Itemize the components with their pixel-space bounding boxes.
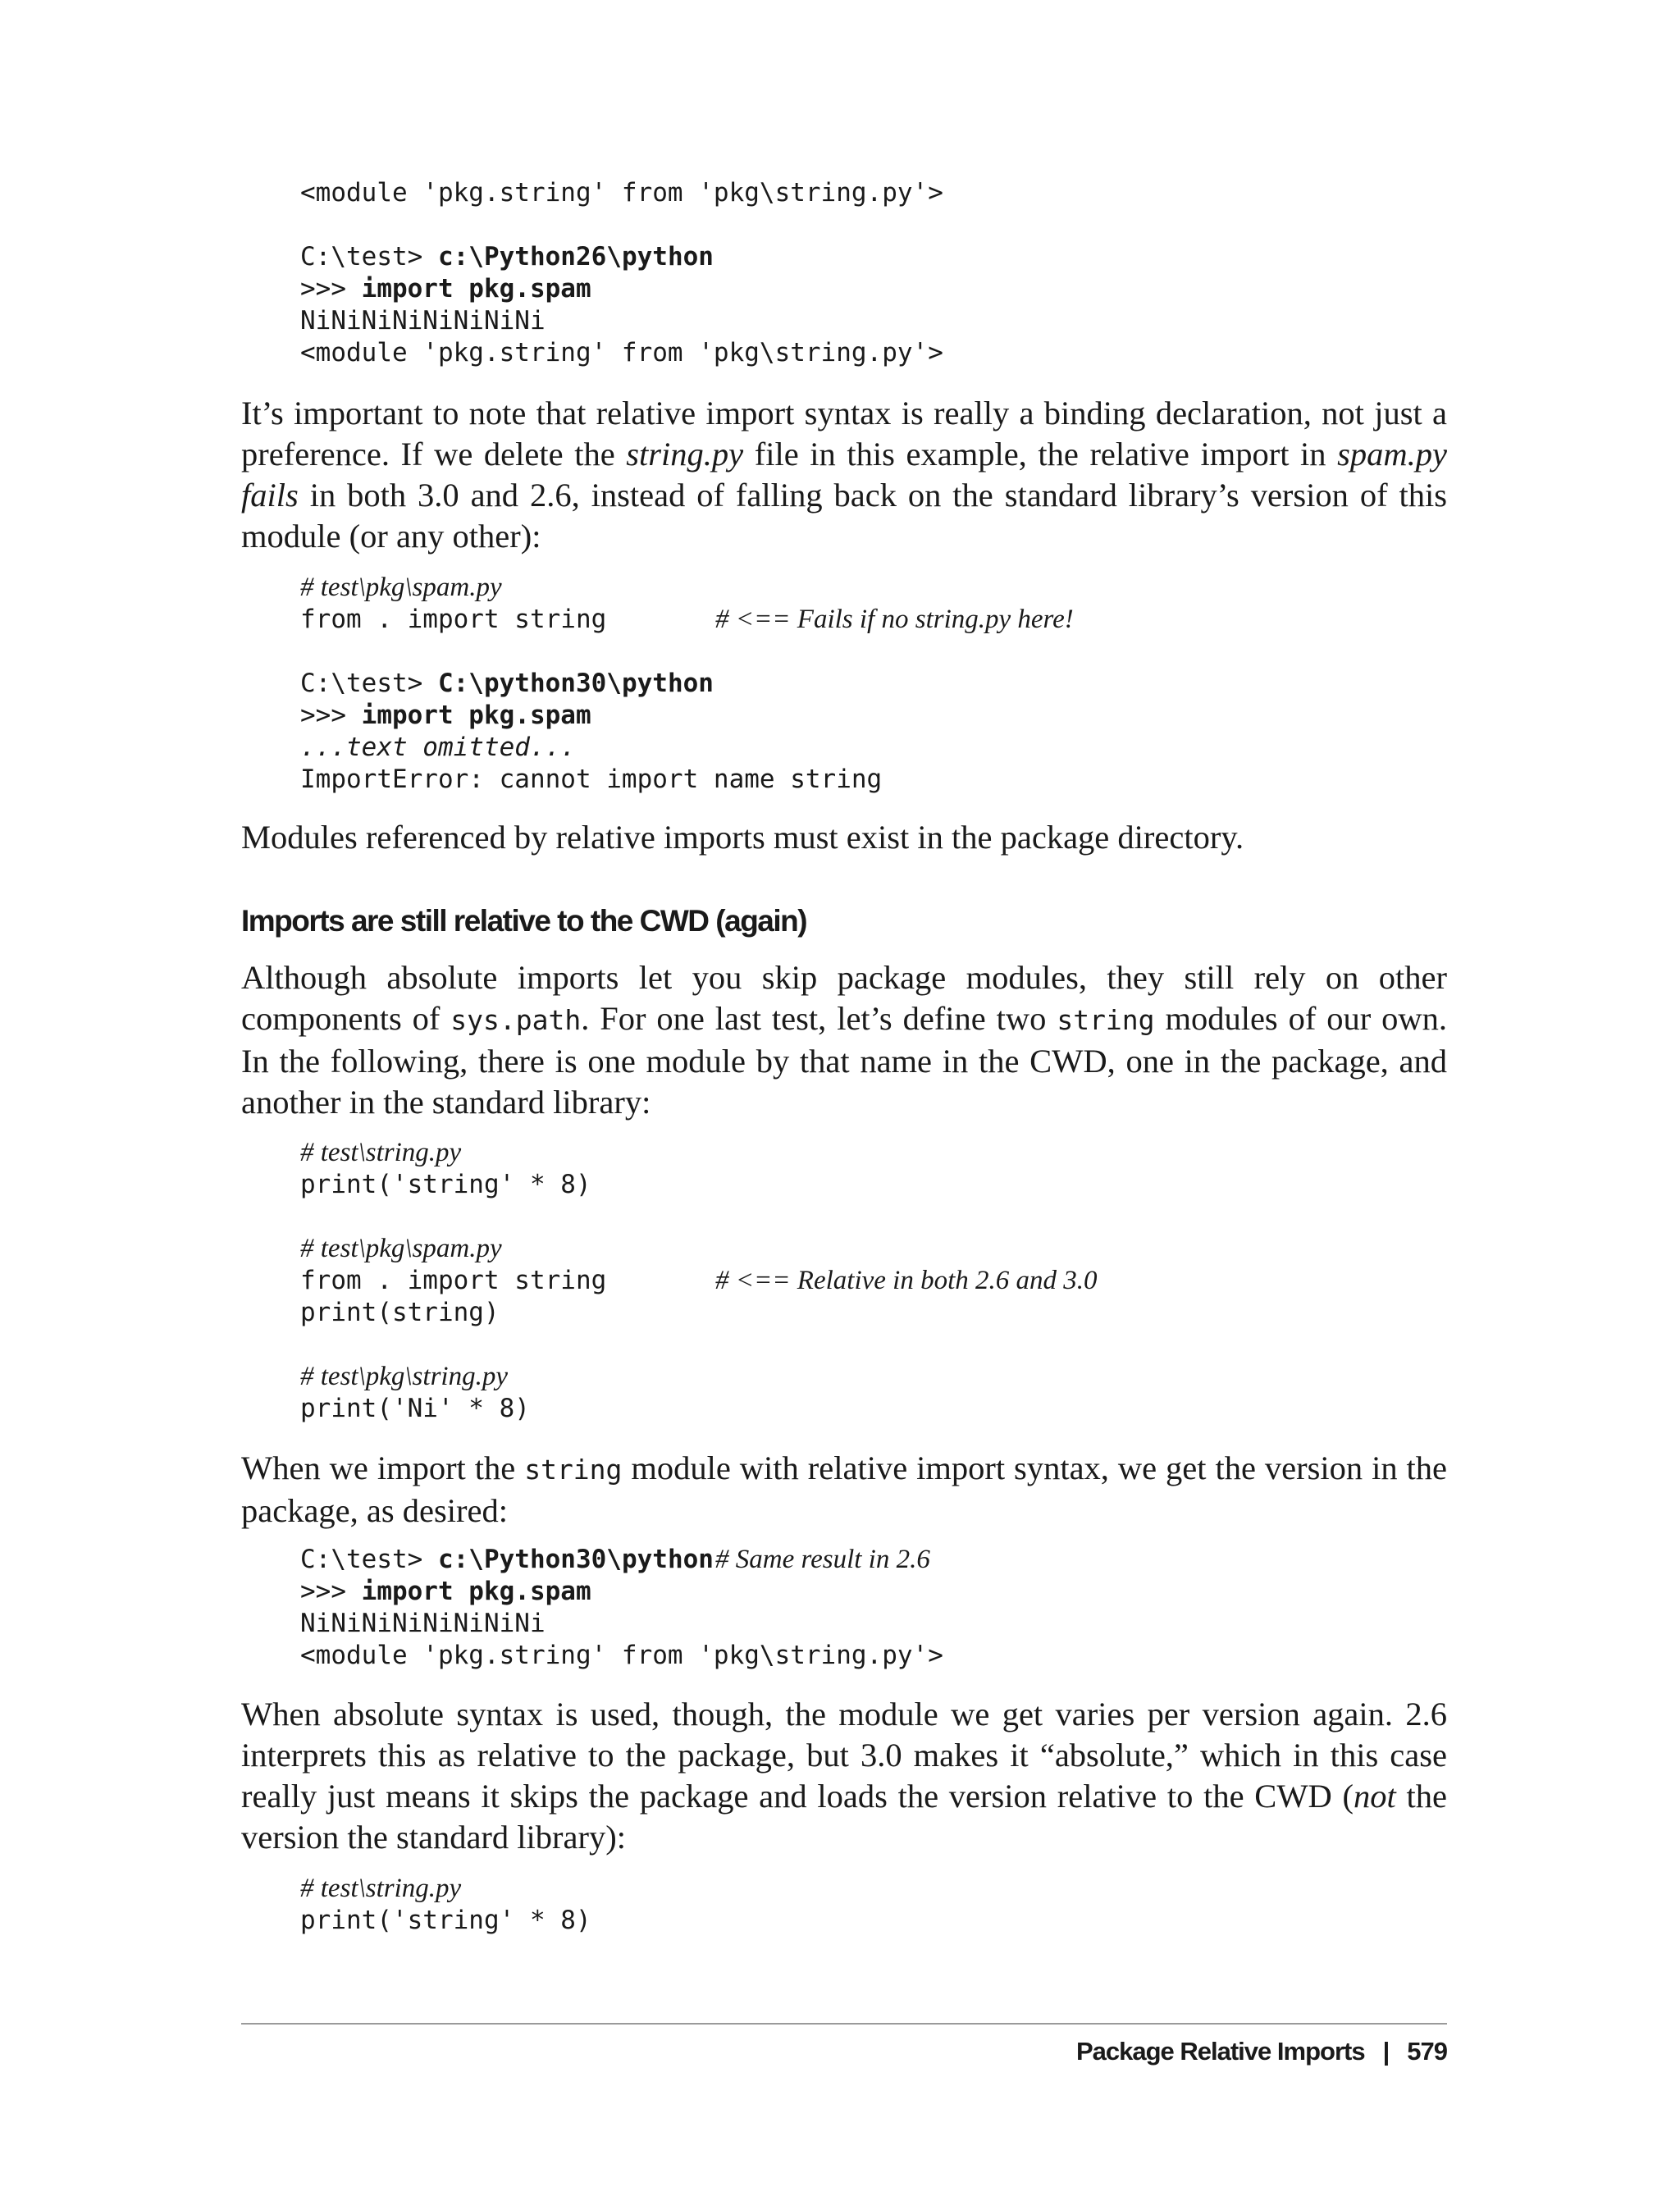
code-line: >>> import pkg.spam bbox=[300, 274, 591, 304]
page-footer bbox=[1076, 2037, 1447, 2066]
code-block-string-module bbox=[300, 1873, 591, 1937]
code-line: from . import string bbox=[300, 605, 607, 634]
section-heading: Imports are still relative to the CWD (again) bbox=[241, 904, 807, 938]
code-comment: # <== Relative in both 2.6 and 3.0 bbox=[715, 1266, 1098, 1295]
code-line: ...text omitted... bbox=[300, 733, 576, 762]
footer-rule bbox=[241, 2023, 1447, 2025]
code-comment: # Same result in 2.6 bbox=[715, 1545, 930, 1574]
code-block-interpreter-26 bbox=[300, 177, 943, 369]
code-line: NiNiNiNiNiNiNiNi bbox=[300, 306, 546, 336]
paragraph-absolute-imports: Although absolute imports let you skip package modules, they still rely on other components of sys.path. For one last test, let’s define two string modules of our own. In the following, there is one module by that name in the CWD, one in the package, and another in the standard library: bbox=[241, 959, 1447, 1121]
code-line: <module 'pkg.string' from 'pkg\string.py'> bbox=[300, 338, 943, 368]
code-line: <module 'pkg.string' from 'pkg\string.py'> bbox=[300, 1641, 943, 1670]
code-block-interpreter-30 bbox=[300, 1544, 943, 1672]
code-line: C:\test> C:\python30\python bbox=[300, 669, 714, 698]
paragraph-relative-import: When we import the string module with relative import syntax, we get the version in the package, as desired: bbox=[241, 1449, 1447, 1529]
code-line: print(string) bbox=[300, 1298, 500, 1327]
code-line: from . import string bbox=[300, 1266, 607, 1295]
code-block-three-modules bbox=[300, 1137, 1098, 1425]
code-line: print('string' * 8) bbox=[300, 1906, 591, 1935]
code-line: C:\test> c:\Python30\python bbox=[300, 1545, 714, 1574]
paragraph-absolute-syntax: When absolute syntax is used, though, the module we get varies per version again. 2.6 interprets this as relative to the package, but 3.0 makes it “absolute,” which in this case really just means it skips the package and loads the version relative to the CWD (not the version the standard library): bbox=[241, 1696, 1447, 1856]
footer-separator: | bbox=[1382, 2037, 1390, 2066]
page-number: 579 bbox=[1407, 2037, 1447, 2066]
code-line: >>> import pkg.spam bbox=[300, 701, 591, 730]
code-line: >>> import pkg.spam bbox=[300, 1577, 591, 1606]
code-line: NiNiNiNiNiNiNiNi bbox=[300, 1609, 546, 1638]
code-line: print('Ni' * 8) bbox=[300, 1394, 530, 1423]
code-line: C:\test> c:\Python26\python bbox=[300, 242, 714, 272]
paragraph-binding-declaration: It’s important to note that relative import syntax is really a binding declaration, not just a preference. If we delete the string.py file in this example, the relative import in spam.py fails in both 3.0 and 2.6, instead of falling back on the standard library’s version of this module (or any other): bbox=[241, 395, 1448, 555]
code-line: print('string' * 8) bbox=[300, 1170, 591, 1199]
running-title: Package Relative Imports bbox=[1075, 2037, 1365, 2066]
code-line: ImportError: cannot import name string bbox=[300, 765, 883, 794]
code-comment: # <== Fails if no string.py here! bbox=[715, 605, 1074, 634]
code-comment: # test\string.py bbox=[300, 1874, 462, 1903]
code-line: <module 'pkg.string' from 'pkg\string.py'> bbox=[300, 178, 943, 208]
code-block-fails bbox=[300, 572, 1074, 796]
code-comment: # test\string.py bbox=[300, 1138, 462, 1167]
code-comment: # test\pkg\spam.py bbox=[300, 573, 502, 602]
code-comment: # test\pkg\spam.py bbox=[300, 1234, 502, 1263]
code-comment: # test\pkg\string.py bbox=[300, 1362, 508, 1391]
paragraph-modules-must-exist: Modules referenced by relative imports must exist in the package directory. bbox=[241, 819, 1244, 856]
